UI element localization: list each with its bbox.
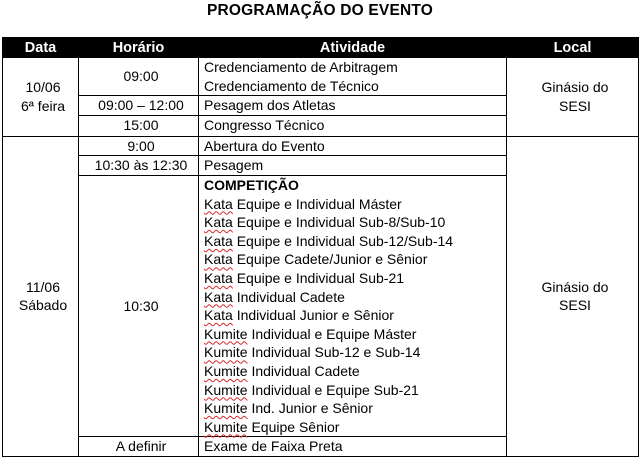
header-row	[3, 38, 639, 58]
table-row	[3, 58, 639, 96]
event-type: Kata	[204, 214, 233, 231]
place-line: Ginásio do	[541, 278, 609, 295]
list-item	[204, 399, 506, 418]
event-detail: Individual Junior e Sênior	[232, 307, 394, 324]
activity-cell: Exame de Faixa Preta	[199, 437, 507, 457]
event-detail: Equipe e Individual Sub-8/Sub-10	[232, 214, 446, 231]
day1-date-cell	[3, 58, 79, 137]
time-cell: 10:30	[79, 175, 199, 436]
activity-line: Credenciamento de Arbitragem	[204, 59, 398, 75]
list-item	[204, 269, 506, 288]
place-line: Ginásio do	[541, 79, 609, 96]
activity-cell: Pesagem dos Atletas	[199, 96, 507, 116]
event-type: Kumite	[204, 344, 248, 361]
time-cell: 10:30 às 12:30	[79, 156, 199, 176]
event-type: Kumite	[204, 400, 248, 417]
table-row	[3, 136, 639, 156]
time-cell: 15:00	[79, 115, 199, 136]
event-type: Kata	[204, 269, 233, 286]
event-detail: Individual e Equipe Sub-21	[247, 381, 419, 398]
day1-weekday: 6ª feira	[20, 97, 66, 114]
activity-cell: Abertura do Evento	[199, 136, 507, 156]
day2-weekday: Sábado	[18, 297, 68, 314]
event-type: Kata	[204, 232, 233, 249]
event-type: Kata	[204, 195, 233, 212]
competition-cell	[199, 175, 507, 436]
event-detail: Equipe Sênior	[247, 418, 340, 435]
list-item	[204, 213, 506, 232]
list-item	[204, 306, 506, 325]
list-item	[204, 325, 506, 344]
time-cell: A definir	[79, 437, 199, 457]
event-type: Kumite	[204, 418, 248, 435]
day2-date-cell	[3, 136, 79, 456]
header-time: Horário	[79, 38, 199, 58]
document-title: PROGRAMAÇÃO DO EVENTO	[206, 2, 434, 19]
event-detail: Equipe e Individual Sub-21	[232, 269, 405, 286]
list-item	[204, 195, 506, 214]
place-line: SESI	[559, 297, 591, 314]
event-type: Kumite	[204, 381, 248, 398]
day2-date: 11/06	[26, 278, 60, 295]
time-cell: 09:00 – 12:00	[79, 96, 199, 116]
event-type: Kumite	[204, 325, 248, 342]
event-type: Kata	[204, 307, 233, 324]
event-detail: Individual e Equipe Máster	[247, 325, 417, 342]
list-item	[204, 381, 506, 400]
day1-date: 10/06	[25, 79, 61, 96]
list-item	[204, 418, 506, 437]
activity-line: Credenciamento de Técnico	[204, 77, 379, 94]
place-line: SESI	[559, 97, 591, 114]
event-schedule-table	[2, 37, 639, 457]
event-detail: Equipe e Individual Máster	[232, 195, 402, 212]
activity-cell	[199, 58, 507, 96]
event-type: Kata	[204, 251, 233, 268]
header-date: Data	[3, 38, 79, 58]
list-item	[204, 343, 506, 362]
list-item	[204, 362, 506, 381]
event-detail: Equipe e Individual Sub-12/Sub-14	[232, 232, 454, 249]
time-cell: 9:00	[79, 136, 199, 156]
activity-cell: Congresso Técnico	[199, 115, 507, 136]
time-cell: 09:00	[79, 58, 199, 96]
header-place: Local	[507, 38, 639, 58]
header-activity: Atividade	[199, 38, 507, 58]
event-detail: Individual Sub-12 e Sub-14	[247, 344, 421, 361]
event-detail: Ind. Junior e Sênior	[247, 400, 373, 417]
day1-place-cell	[507, 58, 639, 137]
event-type: Kata	[204, 288, 233, 305]
competition-heading: COMPETIÇÃO	[204, 176, 299, 193]
activity-cell: Pesagem	[199, 156, 507, 176]
list-item	[204, 232, 506, 251]
event-detail: Equipe Cadete/Junior e Sênior	[232, 251, 428, 268]
event-detail: Individual Cadete	[232, 288, 345, 305]
event-type: Kumite	[204, 362, 248, 379]
event-detail: Individual Cadete	[247, 362, 360, 379]
list-item	[204, 250, 506, 269]
list-item	[204, 288, 506, 307]
day2-place-cell	[507, 136, 639, 456]
